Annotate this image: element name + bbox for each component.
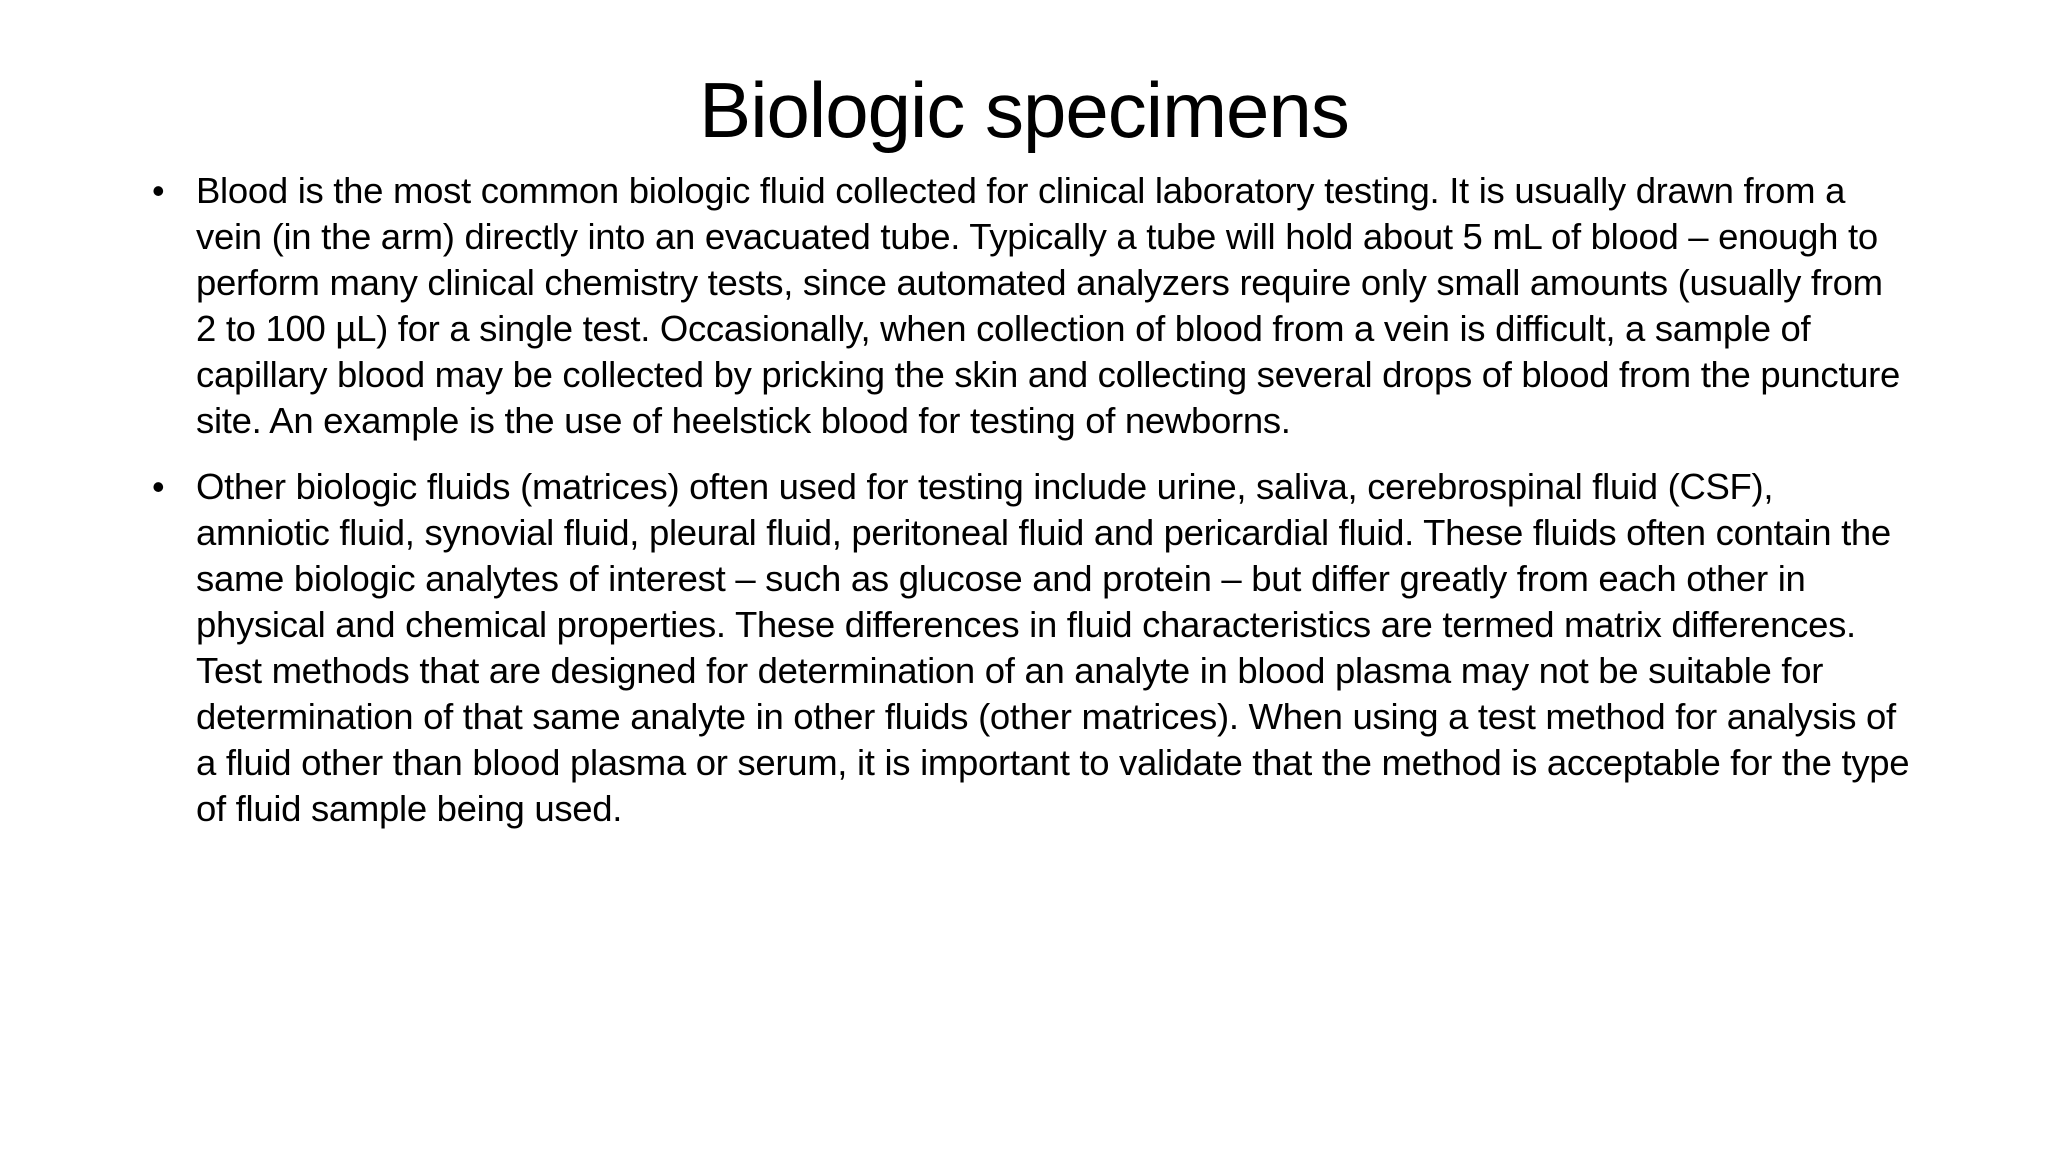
bullet-list [150,168,1910,852]
bullet-marker: • [152,466,165,507]
bullet-item-blood [150,168,1910,444]
bullet-marker: • [152,170,165,211]
bullet-text: Other biologic fluids (matrices) often used for testing include urine, saliva, cerebrospinal fluid (CSF), amniotic fluid, synovial fluid, pleural fluid, peritoneal fluid and pericardial fluid. These fluids often contain the same biologic analytes of interest – such as glucose and protein – but differ greatly from each other in physical and chemical properties. These differences in fluid characteristics are termed matrix differences. Test methods that are designed for determination of an analyte in blood plasma may not be suitable for determination of that same analyte in other fluids (other matrices). When using a test method for analysis of a fluid other than blood plasma or serum, it is important to validate that the method is acceptable for the type of fluid sample being used. [196,466,1910,829]
bullet-item-other-fluids [150,464,1910,832]
bullet-text: Blood is the most common biologic fluid collected for clinical laboratory testing. It is usually drawn from a vein (in the arm) directly into an evacuated tube. Typically a tube will hold about 5 mL of blood – enough to perform many clinical chemistry tests, since automated analyzers require only small amounts (usually from 2 to 100 µL) for a single test. Occasionally, when collection of blood from a vein is difficult, a sample of capillary blood may be collected by pricking the skin and collecting several drops of blood from the puncture site. An example is the use of heelstick blood for testing of newborns. [196,170,1901,441]
slide-title: Biologic specimens [699,66,1349,154]
